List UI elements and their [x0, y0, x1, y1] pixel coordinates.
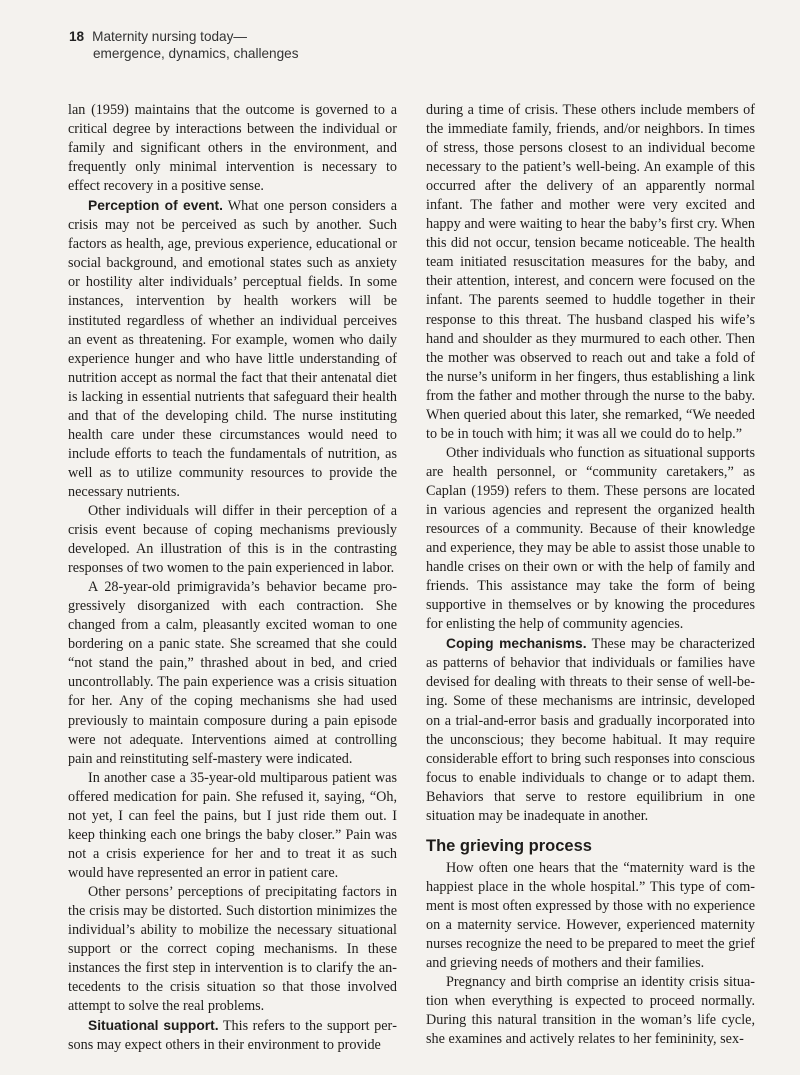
paragraph: In another case a 35-year-old multiparous patient was offered medication for pain. She refused it, saying, “Oh, not yet, I can feel the pains, but I just ride them out. I keep thinking each one brings the baby closer.” Pain was not a crisis experience for her and to treat it as such would have represented an error in patient care.	[68, 769, 397, 881]
section-heading: The grieving process	[426, 836, 592, 855]
paragraph	[68, 196, 397, 502]
paragraph-text: What one person considers a crisis may not be perceived as such by another. Such factors as health, age, previous experience, educational or social background, and emotional states such as anxiety or hostility alter individuals’ perceptual fields. In some instances, intervention by health workers will be instituted regardless of whether an individual perceives an event as threatening. For example, women who daily experience hunger and who have little understanding of nutrition accept as normal the fact that their antenatal diet is lacking in essential nutrients that safeguard their health and that of the developing child. The nurse instituting health care under these circumstances would need to include efforts to teach the fundamentals of nutrition, as well as to utilize community resources to provide the necessary nutrients.	[68, 198, 397, 500]
paragraph	[426, 634, 755, 825]
paragraph: How often one hears that the “maternity ward is the happiest place in the whole hospital.” This type of comment is most often expressed by those with no experience on a maternity service. However, experienced maternity nurses recognize the need to be prepared to meet the grief and grieving needs of mothers and their families.	[426, 859, 755, 972]
running-header	[69, 28, 299, 62]
left-column	[68, 101, 397, 1055]
paragraph: lan (1959) maintains that the outcome is governed to a critical degree by interactions between the individual or family and significant others in the environment, and frequently only minimal intervention is necessary to effect recovery in a positive sense.	[68, 102, 397, 195]
run-in-heading: Perception of event.	[88, 198, 223, 214]
paragraph-text: This refers to the support persons may expect others in their environment to provide	[68, 1018, 397, 1054]
right-column	[426, 101, 755, 1049]
paragraph-text: These may be characterized as patterns of behavior that individuals or families have devised for dealing with threats to their sense of well-being. Some of these mechanisms are intrinsic, developed on a trial-and-error basis and gradually incorporated into the unconscious; they become habitual. It may require considerable effort to bring such responses into conscious focus to enable individuals to change or to adapt them. Behaviors that serve to restore equilibrium in one situation may be inadequate in another.	[426, 636, 756, 824]
paragraph: Other persons’ perceptions of precipitating factors in the crisis may be distorted. Such distortion minimizes the individual’s ability to mobilize the necessary situational support or the correct coping mechanisms. In these instances the first step in intervention is to clarify the antecedents to the crisis situation so that those involved attempt to solve the real problems.	[68, 883, 397, 1015]
paragraph: during a time of crisis. These others include members of the immediate family, friends, and/or neighbors. In times of stress, those persons closest to an individual become necessary to the patient’s well-being. An example of this occurred after the delivery of an apparently normal infant. The father and mother were very excited and happy and were waiting to hear the baby’s first cry. When this did not occur, tension became noticeable. The health team initiated resuscitation measures for the baby, and their attention, interest, and concern were focused on the infant. The parents seemed to huddle together in their response to this threat. The husband clasped his wife’s hand and shoulder as they murmured to each other. Then the mother was observed to reach out and take a fold of the nurse’s uniform in her fingers, thus establishing a link from the father and mother through the nurse to the baby. When queried about this later, she remarked, “We needed to be in touch with him; it was all we could do to help.”	[426, 102, 755, 442]
page-number: 18	[69, 29, 85, 44]
run-in-heading: Coping mechanisms.	[446, 636, 587, 652]
paragraph: Pregnancy and birth comprise an identity crisis situation when everything is expected to proceed normally. During this natural transition in the woman’s life cycle, she examines and actively relates to her femininity, sex-	[426, 974, 755, 1048]
paragraph: A 28-year-old primigravida’s behavior became progressively disorganized with each contraction. She changed from a calm, pleasantly excited woman to one bordering on a panic state. She screamed that she could “not stand the pain,” thrashed about in bed, and cried uncontrollably. The pain experience was a crisis situation for her. Any of the coping mechanisms she had used previously to maintain composure during a pain episode were not adequate. Interventions aimed at controlling pain and reinstituting self-mastery were indicated.	[68, 579, 397, 767]
header-title-line1: Maternity nursing today—	[92, 29, 248, 44]
paragraph: Other individuals will differ in their perception of a crisis event because of coping mechanisms previously developed. An illustration of this is in the contrasting responses of two women to the pain experienced in labor.	[68, 502, 397, 577]
run-in-heading: Situational support.	[88, 1018, 219, 1034]
header-title-line2: emergence, dynamics, challenges	[93, 46, 299, 61]
paragraph	[68, 1016, 397, 1055]
paragraph: Other individuals who function as situational supports are health personnel, or “community caretakers,” as Caplan (1959) refers to them. These persons are located in various agencies and represent the organized health resources of a community. Because of their knowledge and experience, they may be able to assist those unable to handle crises on their own or with the help of family and friends. This assistance may take the form of being supportive in themselves or by knowing the procedures for enlisting the help of community agencies.	[426, 444, 755, 633]
